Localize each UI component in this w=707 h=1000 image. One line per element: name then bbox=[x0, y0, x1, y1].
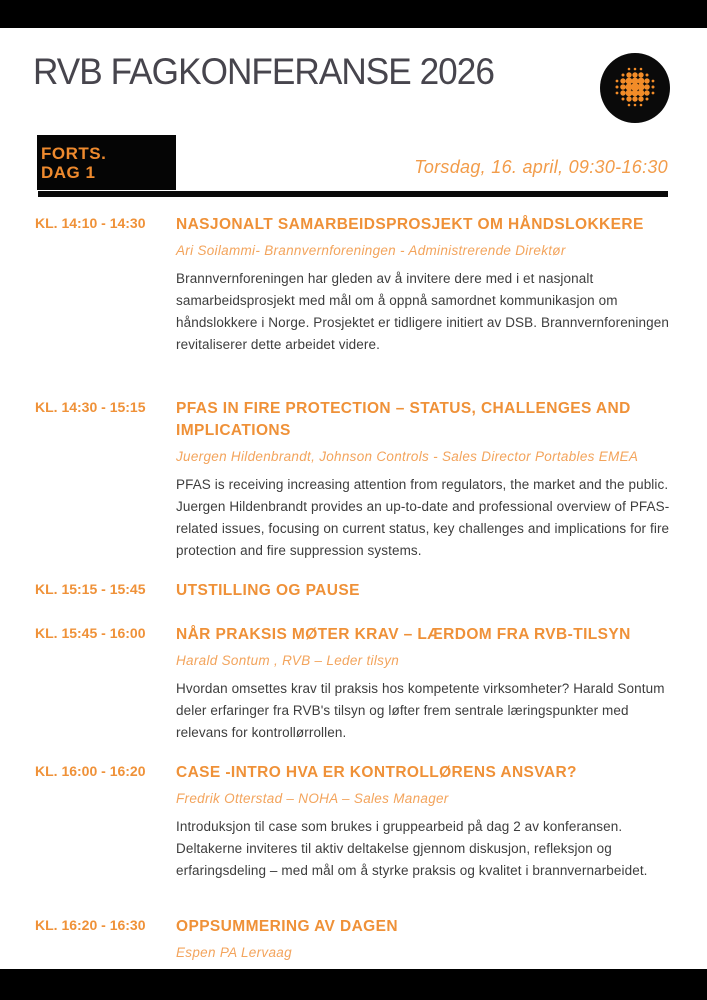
divider-rule bbox=[38, 191, 668, 197]
session-description: Brannvernforeningen har gleden av å invitere dere med i et nasjonalt samarbeidsprosjekt med mål om å oppnå samordnet kommunikasjon om håndslokkere i Norge. Prosjektet er tidligere initiert av DSB. Brannvernforeningen revitaliserer dette arbeidet videre. bbox=[176, 271, 669, 352]
time-label: KL. 15:15 - 15:45 bbox=[35, 581, 146, 597]
session-speaker: Espen PA Lervaag bbox=[176, 945, 292, 960]
page-title: RVB FAGKONFERANSE 2026 bbox=[33, 51, 494, 92]
badge-line-1: FORTS. bbox=[41, 144, 107, 163]
schedule-row bbox=[35, 916, 678, 970]
time-label: KL. 14:30 - 15:15 bbox=[35, 399, 146, 415]
session-title: PFAS IN FIRE PROTECTION – STATUS, CHALLENGES AND IMPLICATIONS bbox=[176, 400, 631, 439]
session-title: UTSTILLING OG PAUSE bbox=[176, 582, 360, 599]
schedule-row bbox=[35, 624, 678, 744]
schedule-row bbox=[35, 398, 678, 562]
session-description: Introduksjon til case som brukes i gruppearbeid på dag 2 av konferansen. Deltakerne inviteres til aktiv deltakelse gjennom diskusjon, refleksjon og erfaringsdeling – med mål om å styrke praksis og kvalitet i brannvernarbeidet. bbox=[176, 819, 648, 878]
session-speaker: Harald Sontum , RVB – Leder tilsyn bbox=[176, 653, 400, 668]
schedule-row bbox=[35, 580, 678, 608]
time-label: KL. 14:10 - 14:30 bbox=[35, 215, 146, 231]
badge-line-2: DAG 1 bbox=[41, 163, 96, 182]
session-speaker: Ari Soilammi- Brannvernforeningen - Administrerende Direktør bbox=[176, 243, 566, 258]
session-speaker: Fredrik Otterstad – NOHA – Sales Manager bbox=[176, 791, 449, 806]
top-bar bbox=[0, 0, 707, 28]
session-description: PFAS is receiving increasing attention from regulators, the market and the public. Juergen Hildenbrandt provides an up-to-date and professional overview of PFAS-related issues, focusing on current status, key challenges and implications for fire protection and fire suppression systems. bbox=[176, 477, 670, 558]
time-label: KL. 15:45 - 16:00 bbox=[35, 625, 146, 641]
session-title: OPPSUMMERING AV DAGEN bbox=[176, 918, 398, 935]
session-speaker: Juergen Hildenbrandt, Johnson Controls - Sales Director Portables EMEA bbox=[176, 449, 639, 464]
dot-matrix-logo-icon bbox=[600, 53, 670, 123]
time-label: KL. 16:00 - 16:20 bbox=[35, 763, 146, 779]
day-date: Torsdag, 16. april, 09:30-16:30 bbox=[414, 157, 668, 177]
continuation-day-badge bbox=[37, 135, 176, 190]
bottom-bar bbox=[0, 969, 707, 1000]
session-description: Hvordan omsettes krav til praksis hos kompetente virksomheter? Harald Sontum deler erfaringer fra RVB's tilsyn og løfter frem sentrale læringspunkter med relevans for kontrollørrollen. bbox=[176, 681, 665, 740]
schedule-row bbox=[35, 762, 678, 882]
session-title: CASE -INTRO HVA ER KONTROLLØRENS ANSVAR? bbox=[176, 764, 577, 781]
schedule-row bbox=[35, 214, 678, 356]
session-title: NÅR PRAKSIS MØTER KRAV – LÆRDOM FRA RVB-TILSYN bbox=[176, 626, 631, 643]
session-title: NASJONALT SAMARBEIDSPROSJEKT OM HÅNDSLOKKERE bbox=[176, 216, 644, 233]
time-label: KL. 16:20 - 16:30 bbox=[35, 917, 146, 933]
